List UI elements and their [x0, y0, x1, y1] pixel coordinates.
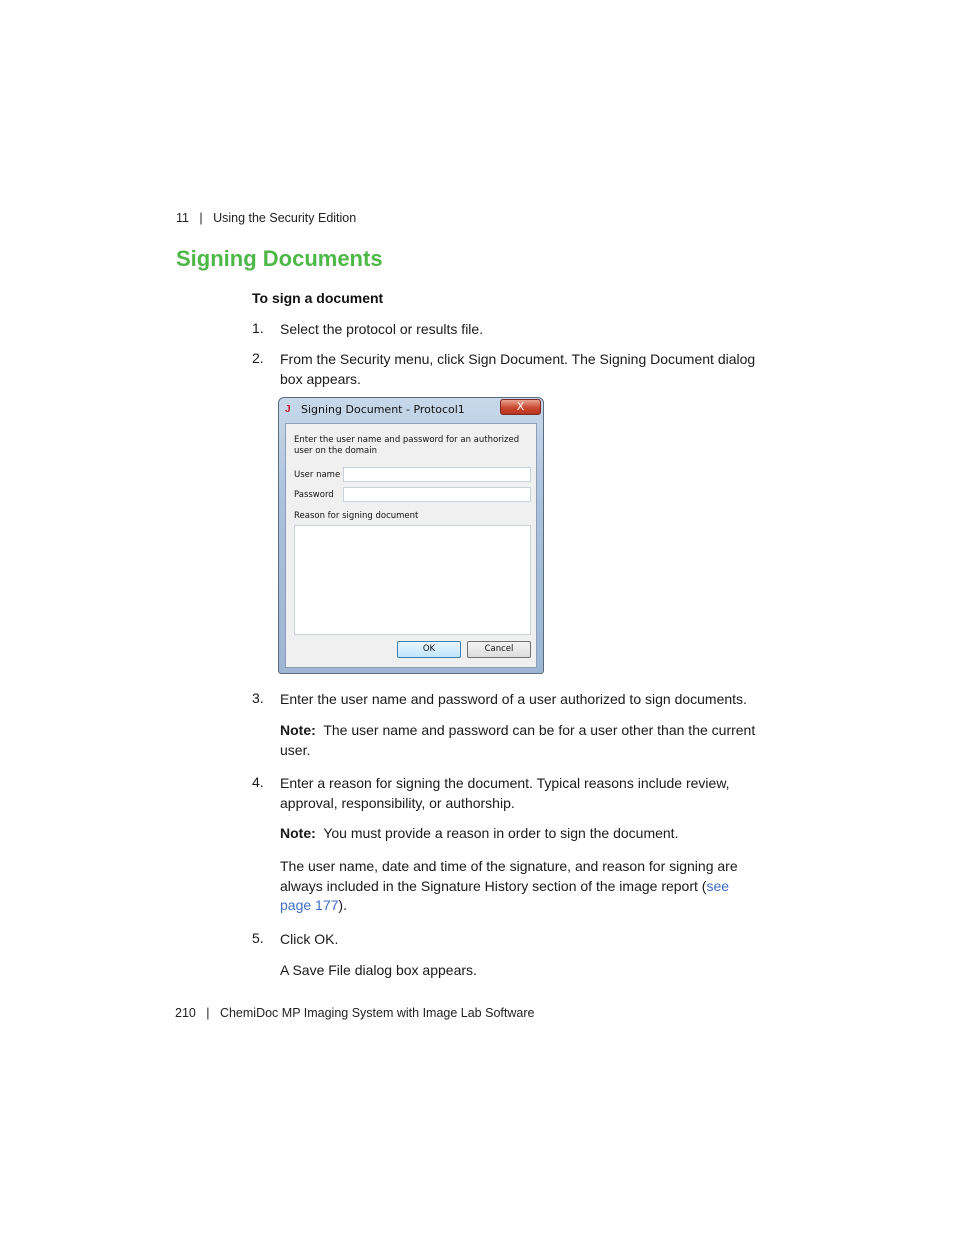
cancel-button[interactable]: Cancel	[467, 641, 531, 658]
note-2-text: You must provide a reason in order to sign the document.	[323, 825, 679, 841]
app-icon: J	[285, 404, 291, 415]
page-title: Signing Documents	[176, 246, 383, 271]
username-label: User name	[294, 470, 341, 480]
step-5-number: 5.	[252, 930, 264, 946]
note-1	[280, 721, 765, 760]
reason-label: Reason for signing document	[294, 511, 419, 521]
signature-text-before: The user name, date and time of the signature, and reason for signing are always included in the Signature History section of the image report (	[280, 858, 738, 894]
dialog-body	[285, 423, 537, 668]
book-title: ChemiDoc MP Imaging System with Image Lab Software	[219, 1006, 535, 1020]
password-field[interactable]	[343, 487, 531, 502]
step-2-text: From the Security menu, click Sign Document. The Signing Document dialog box appears.	[280, 351, 756, 387]
running-header	[176, 211, 356, 225]
running-footer	[175, 1006, 534, 1020]
see-page-link[interactable]: see page 177	[280, 877, 730, 913]
step-2-number: 2.	[252, 350, 264, 366]
ok-button[interactable]: OK	[397, 641, 461, 658]
signature-history-paragraph	[280, 857, 750, 916]
save-file-paragraph: A Save File dialog box appears.	[280, 962, 477, 978]
step-3-text: Enter the user name and password of a user authorized to sign documents.	[280, 691, 747, 707]
note-2	[280, 824, 765, 844]
footer-separator: |	[206, 1006, 210, 1020]
procedure-heading: To sign a document	[252, 290, 384, 306]
signature-text-after: ).	[338, 897, 347, 913]
step-4-number: 4.	[252, 774, 264, 790]
note-1-label: Note:	[280, 722, 316, 738]
chapter-number: 11	[176, 211, 189, 225]
step-5-text: Click OK.	[280, 931, 339, 947]
step-1-text: Select the protocol or results file.	[280, 321, 484, 337]
note-1-text: The user name and password can be for a user other than the current user.	[280, 722, 756, 758]
step-4-text: Enter a reason for signing the document. Typical reasons include review, approval, responsibility, or authorship.	[280, 775, 730, 811]
page-number: 210	[175, 1006, 196, 1020]
step-1-number: 1.	[252, 320, 264, 336]
password-label: Password	[294, 490, 334, 500]
signing-document-dialog	[278, 397, 544, 674]
username-field[interactable]	[343, 467, 531, 482]
close-button[interactable]: X	[500, 399, 541, 415]
dialog-title: Signing Document - Protocol1	[301, 403, 465, 416]
note-2-label: Note:	[280, 825, 316, 841]
step-3-number: 3.	[252, 690, 264, 706]
reason-textarea[interactable]	[294, 525, 531, 635]
section-name: Using the Security Edition	[213, 211, 357, 225]
header-separator: |	[199, 211, 203, 225]
dialog-instruction: Enter the user name and password for an authorized user on the domain	[294, 435, 520, 456]
